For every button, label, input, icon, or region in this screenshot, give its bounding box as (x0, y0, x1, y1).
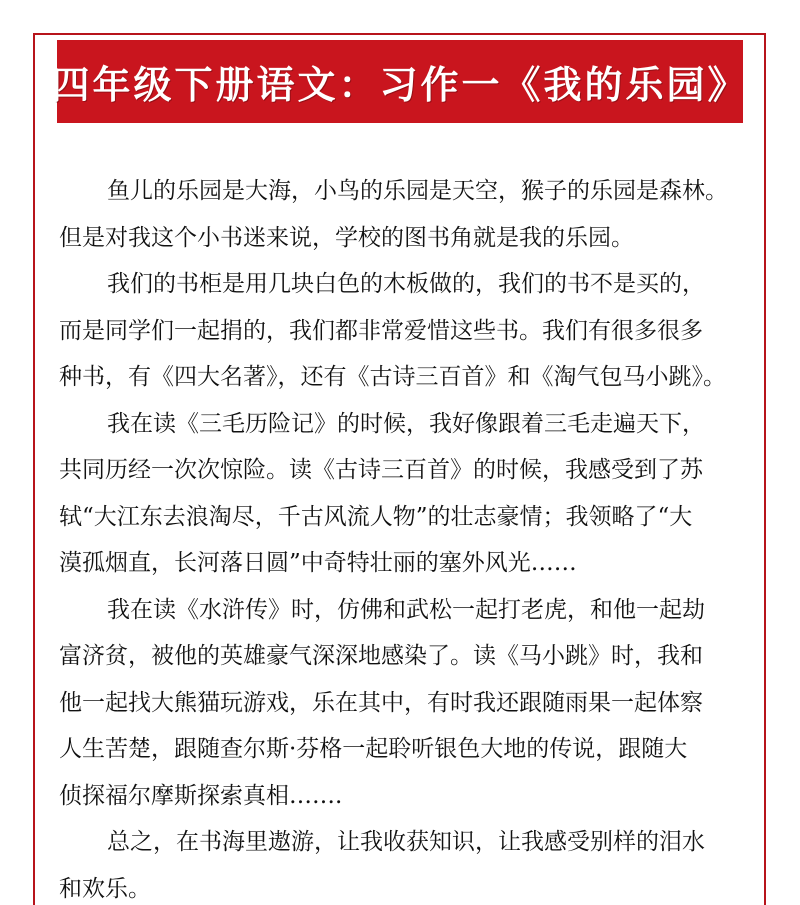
paragraph-4-line-4: 人生苦楚，跟随查尔斯·芬格一起聆听银色大地的传说，跟随大 (59, 736, 688, 762)
paragraph-2-line-2: 而是同学们一起捐的，我们都非常爱惜这些书。我们有很多很多 (59, 317, 703, 344)
paragraph-2-line-1: 我们的书柜是用几块白色的木板做的，我们的书不是买的， (107, 271, 705, 297)
paragraph-4-line-3: 他一起找大熊猫玩游戏，乐在其中，有时我还跟随雨果一起体察 (59, 689, 703, 716)
paragraph-3-line-1: 我在读《三毛历险记》的时候，我好像跟着三毛走遍天下， (107, 410, 705, 437)
paragraph-3-line-3: 轼“大江东去浪淘尽，千古风流人物”的壮志豪情；我领略了“大 (59, 503, 693, 530)
paragraph-1-line-1: 鱼儿的乐园是大海，小鸟的乐园是天空，猴子的乐园是森林。 (107, 178, 728, 204)
paragraph-4-line-2: 富济贫，被他的英雄豪气深深地感染了。读《马小跳》时，我和 (59, 643, 703, 669)
paragraph-2-line-3: 种书，有《四大名著》，还有《古诗三百首》和《淘气包马小跳》。 (59, 364, 726, 390)
paragraph-1-line-2: 但是对我这个小书迷来说，学校的图书角就是我的乐园。 (59, 224, 634, 251)
paragraph-5-line-2: 和欢乐。 (59, 875, 151, 902)
paragraph-3-line-4: 漠孤烟直，长河落日圆”中奇特壮丽的塞外风光…… (59, 550, 577, 576)
paragraph-4-line-5: 侦探福尔摩斯探索真相……. (59, 782, 343, 809)
essay-body (59, 168, 753, 905)
title-banner (51, 40, 749, 123)
page-title: 四年级下册语文：习作一《我的乐园》 (51, 63, 749, 107)
paragraph-4-line-1: 我在读《水浒传》时，仿佛和武松一起打老虎，和他一起劫 (107, 596, 705, 623)
paragraph-3-line-2: 共同历经一次次惊险。读《古诗三百首》的时候，我感受到了苏 (59, 457, 703, 483)
paragraph-5-line-1: 总之，在书海里遨游，让我收获知识，让我感受别样的泪水 (107, 829, 705, 855)
